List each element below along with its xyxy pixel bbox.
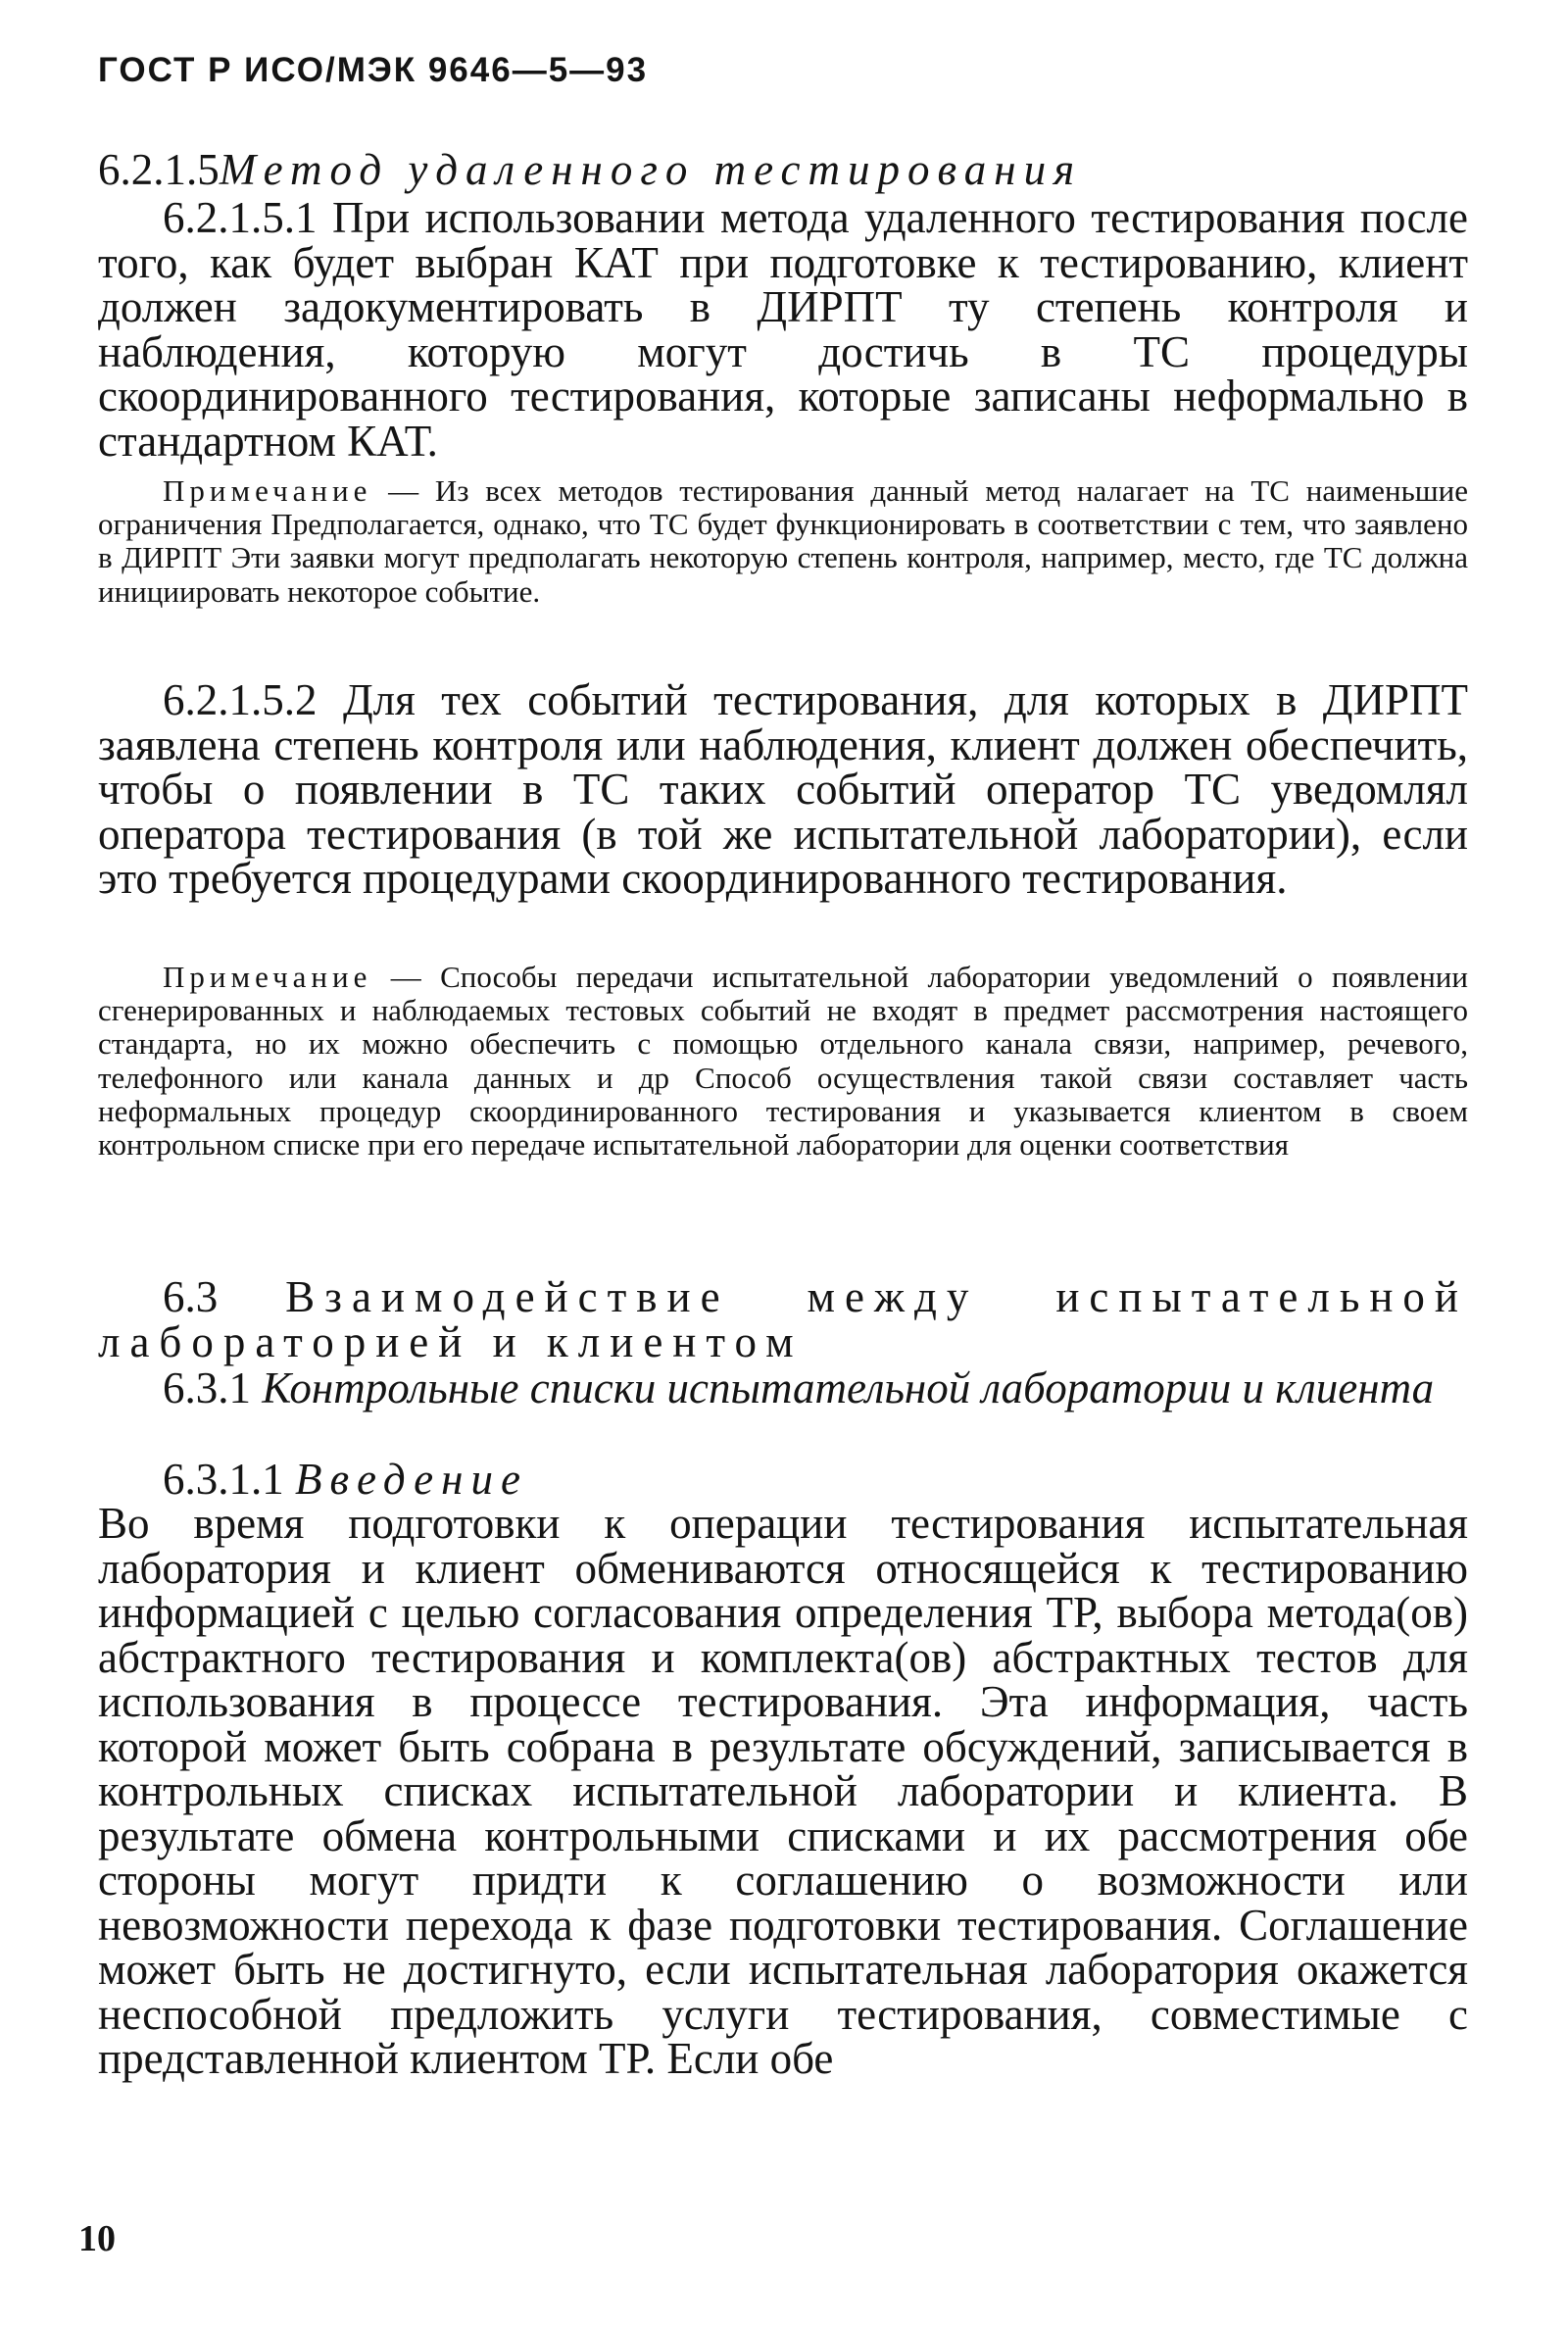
note-label: Примечание (163, 960, 372, 994)
paragraph-intro: Во время подготовки к операции тестирования испытательная лаборатория и клиент обмениваются относящейся к тестированию информацией с целью согласования определения ТР, выбора метода(ов) абстрактного тестирования и комплекта(ов) абстрактных тестов для использования в процессе тестирования. Эта информация, часть которой может быть собрана в результате обсуждений, записывается в контрольных списках испытательной лаборатории и клиента. В результате обмена контрольными списками и их рассмотрения обе стороны могут придти к соглашению о возможности или невозможности перехода к фазе подготовки тестирования. Соглашение может быть не достигнуто, если испытательная лаборатория окажется неспособной предложить услуги тестирования, совместимые с представленной клиентом ТР. Если обе (98, 1499, 1468, 2083)
note-text: — Из всех методов тестирования данный метод налагает на ТС наименьшие ограничения Предполагается, однако, что ТС будет функционировать в соответствии с тем, что заявлено в ДИРПТ Эти заявки могут предполагать некоторую степень контроля, например, место, где ТС должна инициировать некоторое событие. (98, 473, 1468, 609)
paragraph-6-2-1-5-1: 6.2.1.5.1 При использовании метода удаленного тестирования после того, как будет выбран КАТ при подготовке к тестированию, клиент должен задокументировать в ДИРПТ ту степень контроля и наблюдения, которую могут достичь в ТС процедуры скоординированного тестирования, которые записаны неформально в стандартном КАТ. (98, 193, 1468, 466)
page-number: 10 (78, 2218, 116, 2259)
running-header: ГОСТ Р ИСО/МЭК 9646—5—93 (98, 51, 649, 89)
note-2 (98, 961, 1468, 1162)
paragraph-6-2-1-5-2: 6.2.1.5.2 Для тех событий тестирования, для которых в ДИРПТ заявлена степень контроля или наблюдения, клиент должен обеспечить, чтобы о появлении в ТС таких событий оператор ТС уведомлял оператора тестирования (в той же испытательной лаборатории), если это требуется процедурами скоординированного тестирования. (98, 675, 1468, 903)
section-number: 6.3.1.1 (163, 1455, 284, 1504)
note-label: Примечание (163, 473, 372, 508)
section-number: 6.3 (163, 1272, 219, 1321)
section-number: 6.2.1.5 (98, 145, 220, 194)
note-text: — Способы передачи испытательной лаборатории уведомлений о появлении сгенерированных и наблюдаемых тестовых событий не входят в предмет рассмотрения настоящего стандарта, но их можно обеспечить с помощью отдельного канала связи, например, речевого, телефонного или канала данных и др Способ осуществления такой связи составляет часть неформальных процедур скоординированного тестирования и указывается клиентом в своем контрольном списке при его передаче испытательной лаборатории для оценки соответствия (98, 960, 1468, 1163)
section-heading-6-3-1 (98, 1365, 1468, 1411)
section-number: 6.3.1 (163, 1363, 251, 1412)
section-title: Взаимодействие между испытательной лабораторией и клиентом (98, 1272, 1468, 1366)
section-title: Контрольные списки испытательной лаборатории и клиента (262, 1363, 1435, 1412)
note-1 (98, 474, 1468, 609)
section-title: Введение (295, 1455, 528, 1504)
section-heading-6-3-1-1 (98, 1457, 1468, 1502)
section-heading-6-3 (98, 1274, 1468, 1364)
section-heading-6-2-1-5 (98, 147, 1468, 192)
section-title: Метод удаленного тестирования (219, 145, 1082, 194)
